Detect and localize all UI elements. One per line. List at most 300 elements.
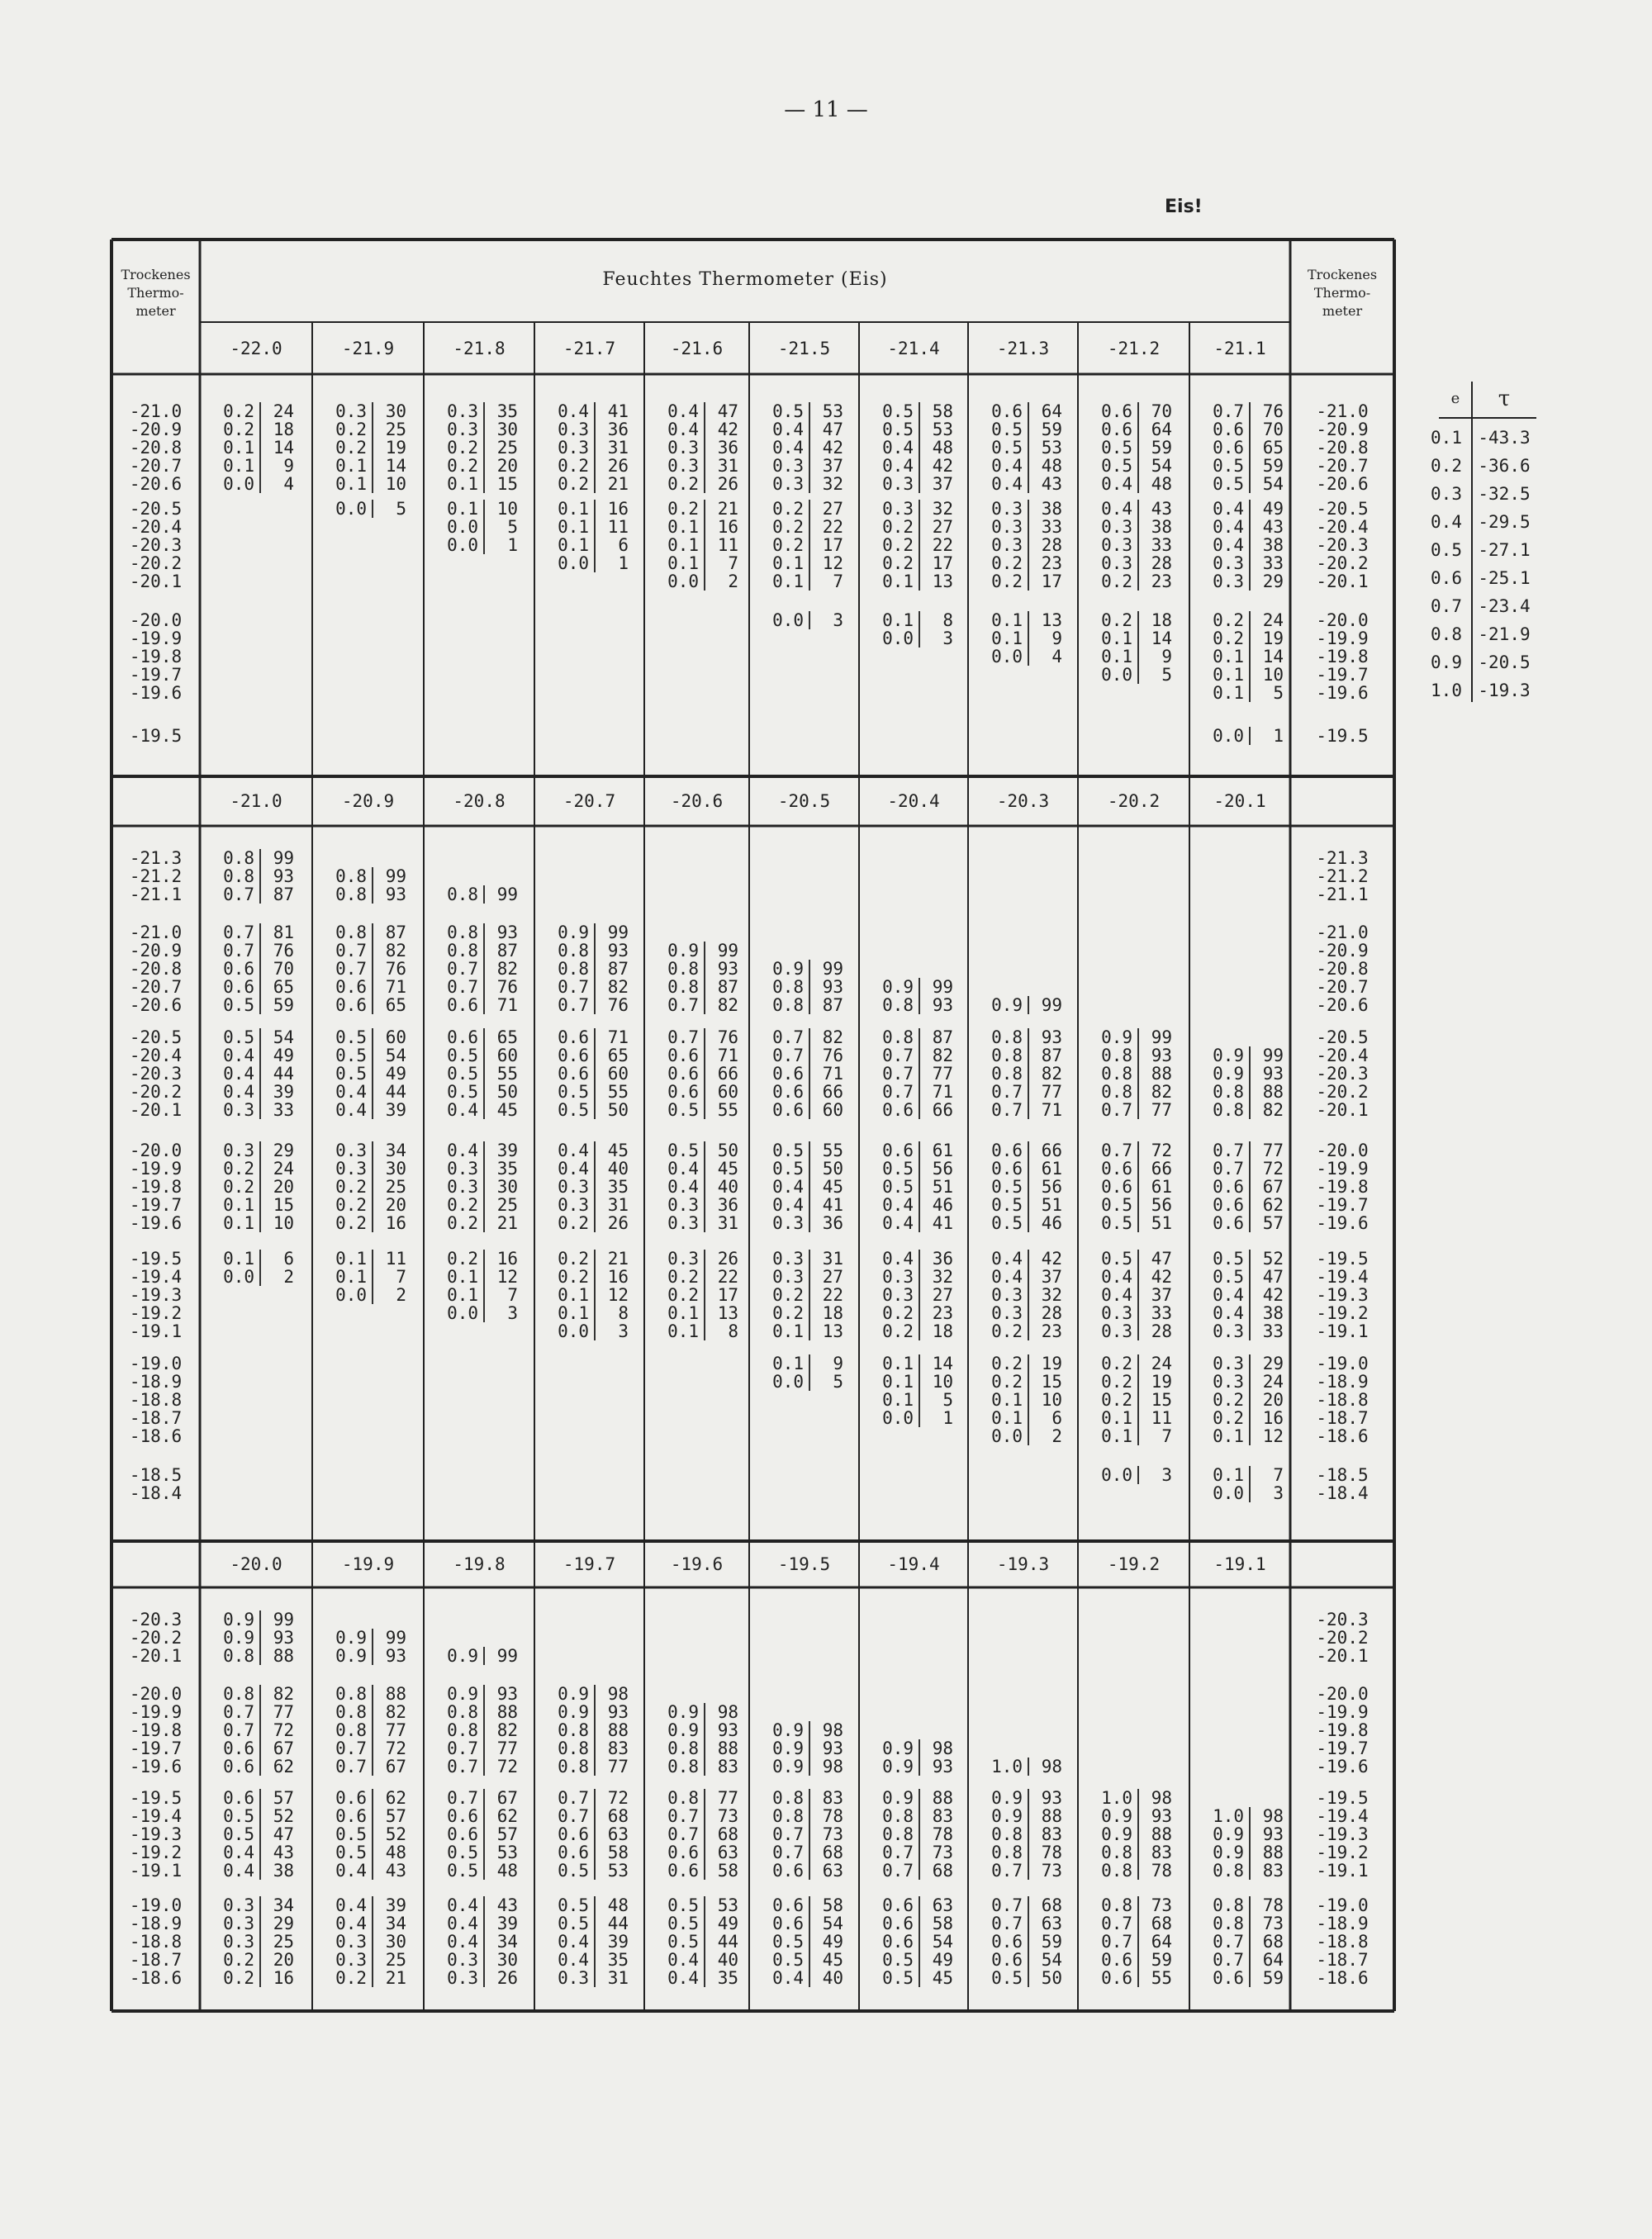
- humidity-value: 77: [1151, 1100, 1172, 1120]
- humidity-value: 23: [1151, 572, 1172, 591]
- vapor-pressure-value: 0.4: [319, 1083, 373, 1101]
- table-cell: [541, 1862, 640, 1880]
- vapor-pressure-value: 0.2: [319, 1214, 373, 1232]
- dry-bulb-value-right: -20.3: [1316, 1610, 1369, 1629]
- humidity-value: 10: [385, 474, 406, 494]
- humidity-value: 2: [728, 572, 738, 591]
- dry-bulb-value: -20.1: [129, 1646, 183, 1666]
- dry-bulb-value: -21.3: [129, 848, 183, 868]
- table-cell: [319, 1196, 418, 1214]
- humidity-value: 71: [385, 977, 406, 997]
- vapor-pressure-value: 0.9: [866, 1789, 920, 1807]
- vapor-pressure-value: 0.9: [430, 1685, 485, 1703]
- humidity-value: 29: [1262, 1354, 1284, 1373]
- humidity-value: 82: [1151, 1082, 1172, 1102]
- vapor-pressure-value: 0.4: [866, 1250, 920, 1268]
- table-cell: [206, 1101, 306, 1119]
- vapor-pressure-value: 0.9: [975, 1789, 1029, 1807]
- humidity-value: 64: [1041, 401, 1062, 421]
- table-cell: [1196, 1304, 1295, 1322]
- humidity-value: 26: [496, 1968, 518, 1988]
- table-cell: [319, 1141, 418, 1160]
- humidity-value: 60: [496, 1046, 518, 1065]
- vapor-pressure-value: 0.2: [866, 554, 920, 572]
- table-cell: [319, 475, 418, 493]
- humidity-value: 58: [932, 1914, 953, 1933]
- vapor-pressure-value: 0.1: [541, 500, 596, 518]
- humidity-value: 54: [932, 1932, 953, 1952]
- table-cell: [319, 1178, 418, 1196]
- table-cell: [866, 1739, 965, 1758]
- dry-bulb-value: -20.0: [129, 1141, 183, 1160]
- vapor-pressure-value: 0.4: [319, 1914, 373, 1933]
- humidity-value: 54: [1262, 474, 1284, 494]
- table-cell: [866, 1951, 965, 1969]
- vapor-pressure-value: 0.4: [319, 1862, 373, 1880]
- table-cell: [430, 1268, 529, 1286]
- table-cell: [651, 402, 750, 420]
- humidity-value: 9: [833, 1354, 843, 1373]
- table-cell: [319, 1721, 418, 1739]
- vapor-pressure-value: 0.4: [651, 1178, 705, 1196]
- table-cell: [651, 1914, 750, 1933]
- vapor-pressure-value: 0.6: [866, 1141, 920, 1160]
- humidity-value: 40: [717, 1950, 738, 1970]
- vapor-pressure-value: 0.6: [756, 1896, 810, 1914]
- table-cell: [430, 1807, 529, 1825]
- humidity-value: 21: [607, 1249, 629, 1269]
- humidity-value: 45: [717, 1159, 738, 1179]
- table-cell: [206, 420, 306, 439]
- humidity-value: 55: [496, 1064, 518, 1084]
- table-cell: [206, 996, 306, 1014]
- vapor-pressure-value: 0.5: [430, 1046, 485, 1065]
- table-cell: [866, 475, 965, 493]
- humidity-value: 82: [717, 995, 738, 1015]
- dry-bulb-value: -20.5: [129, 499, 183, 519]
- vapor-pressure-value: 0.1: [756, 554, 810, 572]
- table-cell: [1085, 1391, 1184, 1409]
- table-cell: [541, 1101, 640, 1119]
- dry-bulb-value-right: -19.8: [1316, 647, 1369, 666]
- vapor-pressure-value: 0.8: [866, 1825, 920, 1843]
- table-cell: [866, 996, 965, 1014]
- humidity-value: 47: [822, 420, 843, 439]
- vapor-pressure-value: 0.4: [1196, 500, 1251, 518]
- table-cell: [430, 1101, 529, 1119]
- vapor-pressure-value: 0.5: [866, 1969, 920, 1987]
- table-cell: [866, 1896, 965, 1914]
- humidity-value: 25: [385, 1177, 406, 1197]
- vapor-pressure-value: 0.4: [319, 1896, 373, 1914]
- humidity-value: 33: [273, 1100, 294, 1120]
- table-cell: [651, 572, 750, 591]
- dry-bulb-value: -19.5: [129, 1788, 183, 1808]
- wet-bulb-column-header: -21.7: [563, 338, 616, 358]
- humidity-value: 99: [932, 977, 953, 997]
- humidity-value: 49: [385, 1064, 406, 1084]
- vapor-pressure-value: 0.9: [1085, 1028, 1139, 1046]
- vapor-pressure-value: 0.5: [651, 1933, 705, 1951]
- vapor-pressure-value: 0.2: [430, 1214, 485, 1232]
- humidity-value: 81: [273, 923, 294, 942]
- vapor-pressure-value: 0.6: [651, 1046, 705, 1065]
- humidity-value: 38: [1262, 535, 1284, 555]
- vapor-pressure-value: 0.8: [1196, 1862, 1251, 1880]
- table-cell: [651, 1250, 750, 1268]
- vapor-pressure-value: 0.9: [1196, 1065, 1251, 1083]
- vapor-pressure-value: 0.3: [1196, 554, 1251, 572]
- table-cell: [206, 1065, 306, 1083]
- dry-bulb-value: -19.7: [129, 665, 183, 685]
- humidity-value: 51: [932, 1177, 953, 1197]
- humidity-value: 10: [496, 499, 518, 519]
- vapor-pressure-value: 0.8: [756, 996, 810, 1014]
- humidity-value: 25: [273, 1932, 294, 1952]
- table-cell: [651, 1214, 750, 1232]
- vapor-pressure-value: 0.2: [430, 457, 485, 475]
- vapor-pressure-value: 0.3: [319, 402, 373, 420]
- table-cell: [651, 1933, 750, 1951]
- table-cell: [206, 960, 306, 978]
- humidity-value: 18: [1151, 610, 1172, 630]
- vapor-pressure-value: 0.0: [651, 572, 705, 591]
- table-cell: [206, 923, 306, 942]
- vapor-pressure-value: 0.1: [430, 1286, 485, 1304]
- dry-bulb-value-right: -19.4: [1316, 1267, 1369, 1287]
- humidity-value: 53: [607, 1861, 629, 1881]
- vapor-pressure-value: 0.5: [541, 1896, 596, 1914]
- vapor-pressure-value: 0.8: [866, 1028, 920, 1046]
- side-table-tau-value: -23.4: [1478, 596, 1531, 616]
- humidity-value: 24: [1151, 1354, 1172, 1373]
- vapor-pressure-value: 0.7: [541, 996, 596, 1014]
- vapor-pressure-value: 0.7: [541, 978, 596, 996]
- humidity-value: 12: [1262, 1426, 1284, 1446]
- dry-bulb-value: -19.8: [129, 1720, 183, 1740]
- table-cell: [541, 1721, 640, 1739]
- dry-bulb-value: -20.4: [129, 1046, 183, 1065]
- vapor-pressure-value: 0.5: [1085, 439, 1139, 457]
- dry-bulb-value: -20.3: [129, 535, 183, 555]
- table-cell: [756, 978, 855, 996]
- table-cell: [206, 1807, 306, 1825]
- dry-bulb-value: -21.2: [129, 866, 183, 886]
- humidity-value: 98: [822, 1757, 843, 1776]
- vapor-pressure-value: 0.2: [430, 439, 485, 457]
- vapor-pressure-value: 0.6: [975, 402, 1029, 420]
- humidity-value: 6: [618, 535, 629, 555]
- table-cell: [319, 942, 418, 960]
- table-cell: [319, 885, 418, 904]
- dry-bulb-value-right: -20.2: [1316, 1082, 1369, 1102]
- humidity-value: 39: [607, 1932, 629, 1952]
- humidity-value: 63: [607, 1824, 629, 1844]
- table-cell: [975, 1286, 1074, 1304]
- table-cell: [206, 1951, 306, 1969]
- table-cell: [319, 1046, 418, 1065]
- table-cell: [1085, 1789, 1184, 1807]
- table-cell: [430, 1214, 529, 1232]
- dry-bulb-value-right: -20.5: [1316, 1027, 1369, 1047]
- humidity-value: 64: [1151, 420, 1172, 439]
- table-cell: [430, 1685, 529, 1703]
- humidity-value: 32: [1041, 1285, 1062, 1305]
- table-cell: [541, 420, 640, 439]
- vapor-pressure-value: 0.3: [651, 1196, 705, 1214]
- humidity-value: 82: [385, 1702, 406, 1722]
- vapor-pressure-value: 0.4: [541, 1141, 596, 1160]
- vapor-pressure-value: 0.5: [541, 1862, 596, 1880]
- vapor-pressure-value: 0.3: [206, 1914, 261, 1933]
- vapor-pressure-value: 0.6: [975, 1160, 1029, 1178]
- vapor-pressure-value: 0.5: [319, 1843, 373, 1862]
- table-cell: [1196, 1046, 1295, 1065]
- vapor-pressure-value: 0.3: [541, 1196, 596, 1214]
- vapor-pressure-value: 0.5: [866, 1178, 920, 1196]
- vapor-pressure-value: 0.2: [206, 1178, 261, 1196]
- vapor-pressure-value: 0.8: [975, 1825, 1029, 1843]
- dry-bulb-value-right: -19.6: [1316, 1213, 1369, 1233]
- humidity-value: 22: [932, 535, 953, 555]
- table-cell: [866, 1141, 965, 1160]
- vapor-pressure-value: 0.8: [651, 1758, 705, 1776]
- dry-bulb-value-right: -19.4: [1316, 1806, 1369, 1826]
- humidity-value: 62: [385, 1788, 406, 1808]
- humidity-value: 68: [1151, 1914, 1172, 1933]
- humidity-value: 15: [1151, 1390, 1172, 1410]
- vapor-pressure-value: 0.3: [756, 457, 810, 475]
- table-cell: [430, 1160, 529, 1178]
- table-cell: [430, 420, 529, 439]
- humidity-value: 93: [822, 977, 843, 997]
- vapor-pressure-value: 0.2: [319, 420, 373, 439]
- vapor-pressure-value: 0.4: [651, 1969, 705, 1987]
- vapor-pressure-value: 0.2: [206, 402, 261, 420]
- vapor-pressure-value: 0.4: [206, 1862, 261, 1880]
- table-cell: [975, 457, 1074, 475]
- vapor-pressure-value: 0.8: [206, 1685, 261, 1703]
- table-cell: [866, 457, 965, 475]
- humidity-value: 20: [496, 456, 518, 476]
- humidity-value: 5: [396, 499, 406, 519]
- humidity-value: 99: [1151, 1027, 1172, 1047]
- vapor-pressure-value: 0.6: [651, 1862, 705, 1880]
- vapor-pressure-value: 0.8: [866, 1807, 920, 1825]
- humidity-value: 31: [607, 1968, 629, 1988]
- humidity-value: 33: [1262, 553, 1284, 573]
- vapor-pressure-value: 0.5: [866, 1951, 920, 1969]
- table-cell: [756, 1739, 855, 1758]
- table-cell: [866, 1409, 965, 1427]
- humidity-value: 63: [932, 1895, 953, 1915]
- dry-bulb-value-right: -19.0: [1316, 1354, 1369, 1373]
- humidity-value: 58: [717, 1861, 738, 1881]
- vapor-pressure-value: 0.0: [975, 1427, 1029, 1445]
- dry-bulb-value-right: -18.4: [1316, 1483, 1369, 1503]
- humidity-value: 53: [822, 401, 843, 421]
- humidity-value: 73: [1151, 1895, 1172, 1915]
- table-cell: [975, 536, 1074, 554]
- humidity-value: 78: [822, 1806, 843, 1826]
- side-table-e-value: 0.2: [1431, 456, 1462, 476]
- humidity-value: 8: [942, 610, 953, 630]
- humidity-value: 98: [1041, 1757, 1062, 1776]
- humidity-value: 21: [717, 499, 738, 519]
- dry-bulb-value-right: -19.5: [1316, 1249, 1369, 1269]
- vapor-pressure-value: 0.8: [541, 1739, 596, 1758]
- table-cell: [430, 1789, 529, 1807]
- dry-bulb-value-right: -20.7: [1316, 456, 1369, 476]
- vapor-pressure-value: 0.2: [651, 475, 705, 493]
- wet-bulb-column-header: -20.1: [1213, 791, 1266, 811]
- humidity-value: 31: [607, 1195, 629, 1215]
- table-cell: [541, 1896, 640, 1914]
- dry-bulb-value-right: -20.4: [1316, 517, 1369, 537]
- table-cell: [430, 923, 529, 942]
- vapor-pressure-value: 0.5: [541, 1083, 596, 1101]
- table-cell: [866, 1046, 965, 1065]
- wet-bulb-column-header: -21.1: [1213, 338, 1266, 358]
- vapor-pressure-value: 0.7: [206, 923, 261, 942]
- table-cell: [1196, 1065, 1295, 1083]
- humidity-value: 83: [822, 1788, 843, 1808]
- vapor-pressure-value: 0.6: [756, 1914, 810, 1933]
- wet-bulb-column-header: -19.7: [563, 1554, 616, 1574]
- humidity-value: 54: [385, 1046, 406, 1065]
- humidity-value: 73: [822, 1824, 843, 1844]
- table-cell: [1085, 1354, 1184, 1373]
- table-cell: [756, 554, 855, 572]
- table-cell: [975, 1160, 1074, 1178]
- humidity-value: 93: [385, 885, 406, 904]
- vapor-pressure-value: 0.4: [541, 1951, 596, 1969]
- vapor-pressure-value: 0.7: [206, 1721, 261, 1739]
- side-table-e-value: 0.3: [1431, 484, 1462, 504]
- table-cell: [975, 1914, 1074, 1933]
- vapor-pressure-value: 0.8: [1196, 1101, 1251, 1119]
- dry-bulb-value-right: -19.2: [1316, 1303, 1369, 1323]
- dry-bulb-value: -19.2: [129, 1303, 183, 1323]
- humidity-value: 48: [496, 1861, 518, 1881]
- wet-bulb-column-header: -20.9: [341, 791, 395, 811]
- humidity-value: 56: [932, 1159, 953, 1179]
- vapor-pressure-value: 0.4: [756, 439, 810, 457]
- vapor-pressure-value: 0.7: [206, 885, 261, 904]
- table-cell: [430, 1196, 529, 1214]
- vapor-pressure-value: 0.7: [756, 1028, 810, 1046]
- vapor-pressure-value: 0.3: [541, 420, 596, 439]
- vapor-pressure-value: 0.9: [206, 1610, 261, 1629]
- humidity-value: 72: [273, 1720, 294, 1740]
- table-cell: [206, 1969, 306, 1987]
- humidity-value: 44: [385, 1082, 406, 1102]
- vapor-pressure-value: 0.6: [541, 1065, 596, 1083]
- table-cell: [430, 960, 529, 978]
- table-cell: [975, 1214, 1074, 1232]
- humidity-value: 55: [1151, 1968, 1172, 1988]
- vapor-pressure-value: 0.1: [651, 1322, 705, 1340]
- table-cell: [430, 1647, 529, 1665]
- vapor-pressure-value: 0.9: [541, 1703, 596, 1721]
- humidity-value: 99: [273, 848, 294, 868]
- table-cell: [756, 1160, 855, 1178]
- table-cell: [430, 1250, 529, 1268]
- vapor-pressure-value: 0.2: [651, 1268, 705, 1286]
- vapor-pressure-value: 0.0: [430, 1304, 485, 1322]
- humidity-value: 55: [607, 1082, 629, 1102]
- dry-bulb-value-right: -19.7: [1316, 1195, 1369, 1215]
- humidity-value: 1: [1273, 726, 1284, 746]
- humidity-value: 93: [1262, 1064, 1284, 1084]
- humidity-value: 50: [717, 1141, 738, 1160]
- humidity-value: 68: [607, 1806, 629, 1826]
- humidity-value: 93: [1151, 1046, 1172, 1065]
- table-cell: [975, 1391, 1074, 1409]
- vapor-pressure-value: 0.1: [975, 1391, 1029, 1409]
- table-cell: [651, 536, 750, 554]
- table-cell: [206, 1914, 306, 1933]
- vapor-pressure-value: 0.7: [319, 960, 373, 978]
- table-cell: [866, 1028, 965, 1046]
- table-cell: [1085, 1160, 1184, 1178]
- side-table-e-value: 1.0: [1431, 681, 1462, 700]
- dry-bulb-value-right: -20.0: [1316, 1684, 1369, 1704]
- wet-bulb-column-header: -19.9: [341, 1554, 395, 1574]
- humidity-value: 1: [942, 1408, 953, 1428]
- table-cell: [1196, 402, 1295, 420]
- table-cell: [430, 1703, 529, 1721]
- table-cell: [1196, 727, 1295, 745]
- vapor-pressure-value: 0.4: [1196, 518, 1251, 536]
- table-cell: [430, 1933, 529, 1951]
- table-cell: [319, 1825, 418, 1843]
- humidity-value: 39: [496, 1914, 518, 1933]
- table-cell: [206, 1046, 306, 1065]
- table-cell: [319, 960, 418, 978]
- humidity-value: 76: [1262, 401, 1284, 421]
- humidity-value: 32: [932, 499, 953, 519]
- table-cell: [651, 1896, 750, 1914]
- humidity-value: 30: [385, 401, 406, 421]
- humidity-value: 99: [496, 885, 518, 904]
- vapor-pressure-value: 0.4: [1085, 475, 1139, 493]
- humidity-value: 65: [607, 1046, 629, 1065]
- table-cell: [206, 942, 306, 960]
- vapor-pressure-value: 0.2: [975, 1322, 1029, 1340]
- humidity-value: 76: [273, 941, 294, 961]
- dry-bulb-value-right: -20.1: [1316, 1646, 1369, 1666]
- wet-bulb-column-header: -19.3: [996, 1554, 1050, 1574]
- humidity-value: 76: [496, 977, 518, 997]
- humidity-value: 47: [1151, 1249, 1172, 1269]
- humidity-value: 25: [385, 1950, 406, 1970]
- vapor-pressure-value: 0.7: [756, 1046, 810, 1065]
- vapor-pressure-value: 0.0: [1085, 666, 1139, 684]
- vapor-pressure-value: 0.8: [756, 1789, 810, 1807]
- humidity-value: 57: [1262, 1213, 1284, 1233]
- table-cell: [651, 475, 750, 493]
- table-cell: [541, 1028, 640, 1046]
- humidity-value: 82: [496, 959, 518, 979]
- table-cell: [975, 1427, 1074, 1445]
- vapor-pressure-value: 0.9: [541, 1685, 596, 1703]
- table-cell: [651, 1322, 750, 1340]
- table-cell: [975, 1951, 1074, 1969]
- humidity-value: 14: [1151, 629, 1172, 648]
- humidity-value: 43: [496, 1895, 518, 1915]
- humidity-value: 19: [385, 438, 406, 458]
